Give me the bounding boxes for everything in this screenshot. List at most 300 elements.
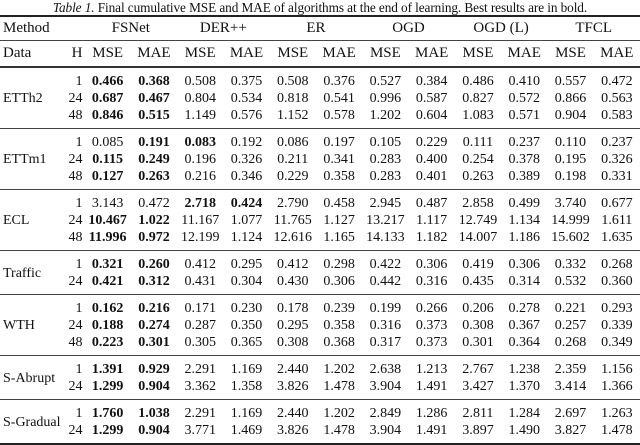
value: 0.373: [415, 318, 448, 333]
value-cell: [131, 273, 177, 295]
horizon-cell: 24: [68, 91, 83, 106]
value: 0.331: [601, 169, 633, 184]
value-cell: [409, 251, 455, 274]
value-cell: [547, 168, 593, 190]
value: 0.105: [369, 135, 402, 150]
table-row: [0, 212, 640, 229]
value: 1.127: [323, 213, 355, 228]
value: 0.110: [555, 135, 586, 150]
value: 1.134: [508, 213, 540, 228]
table-row: [0, 151, 640, 168]
value-cell: [547, 107, 593, 129]
value: 1.083: [462, 108, 494, 123]
value: 0.583: [601, 108, 633, 123]
value-cell: [362, 273, 408, 295]
value-cell: [177, 356, 223, 379]
value: 0.326: [230, 152, 263, 167]
value: 2.291: [184, 362, 216, 377]
value-cell: [85, 67, 131, 90]
value: 2.440: [277, 362, 309, 377]
value: 3.904: [369, 423, 402, 438]
value: 0.499: [508, 196, 540, 211]
value: 1.152: [277, 108, 309, 123]
value: 0.534: [230, 91, 263, 106]
value-cell: [455, 229, 501, 251]
value: 0.230: [230, 301, 263, 316]
value: 13.217: [366, 213, 405, 228]
value-cell: [409, 190, 455, 213]
best-value: 0.216: [138, 301, 170, 316]
value-cell: [316, 378, 362, 400]
metric-header-mse: MSE: [455, 41, 501, 68]
value-cell: [177, 400, 223, 423]
value-cell: [85, 334, 131, 356]
value: 0.557: [554, 74, 587, 89]
value-cell: [594, 400, 640, 423]
value-cell: [131, 129, 177, 152]
value-cell: [409, 295, 455, 318]
value-cell: [362, 229, 408, 251]
method-header-row: [0, 16, 640, 41]
value: 0.572: [508, 91, 540, 106]
table-row: [0, 251, 640, 274]
value: 0.306: [508, 257, 540, 272]
horizon-cell: 1: [75, 196, 83, 211]
value-cell: [316, 295, 362, 318]
value: 0.086: [277, 135, 309, 150]
value-cell: [501, 229, 547, 251]
value: 0.996: [369, 91, 402, 106]
value-cell: [85, 295, 131, 318]
value: 1.284: [508, 406, 540, 421]
dataset-name: WTH: [3, 318, 35, 333]
table-caption-text: Final cumulative MSE and MAE of algorithms at the end of learning. Best results are in bold.: [94, 0, 588, 15]
value: 0.221: [554, 301, 587, 316]
value: 1.202: [369, 108, 402, 123]
value: 0.378: [508, 152, 540, 167]
value-cell: [362, 378, 408, 400]
value-cell: [85, 356, 131, 379]
value: 2.858: [462, 196, 494, 211]
value-cell: [501, 334, 547, 356]
value: 0.563: [601, 91, 633, 106]
value-cell: [362, 168, 408, 190]
value: 0.368: [323, 335, 355, 350]
best-value: 0.274: [138, 318, 170, 333]
metric-header-mae: MAE: [501, 41, 547, 68]
value: 2.638: [369, 362, 402, 377]
value: 3.362: [184, 379, 216, 394]
value-cell: [316, 90, 362, 107]
value: 0.508: [184, 74, 216, 89]
value-cell: [501, 378, 547, 400]
value: 1.491: [415, 423, 448, 438]
value-cell: [409, 334, 455, 356]
value: 0.604: [415, 108, 448, 123]
value: 0.367: [508, 318, 540, 333]
dataset-name: ECL: [3, 213, 30, 228]
value-cell: [85, 190, 131, 213]
value-cell: [362, 251, 408, 274]
value-cell: [316, 107, 362, 129]
value: 15.602: [551, 230, 590, 245]
value-cell: [270, 422, 316, 444]
value: 0.430: [277, 274, 309, 289]
value-cell: [455, 334, 501, 356]
value: 0.316: [415, 274, 448, 289]
value-cell: [547, 212, 593, 229]
value-cell: [177, 107, 223, 129]
value-cell: [270, 168, 316, 190]
value: 3.143: [91, 196, 124, 211]
value-cell: [177, 90, 223, 107]
value-cell: [223, 168, 269, 190]
best-value: 11.996: [88, 230, 127, 245]
best-value: 0.223: [91, 335, 124, 350]
value: 0.358: [323, 169, 355, 184]
value: 1.491: [415, 379, 448, 394]
horizon-cell: 1: [75, 362, 83, 377]
dataset-group: [0, 400, 640, 445]
value-cell: [85, 251, 131, 274]
value-cell: [501, 107, 547, 129]
value-cell: [501, 90, 547, 107]
best-value: 0.312: [138, 274, 170, 289]
value: 2.811: [462, 406, 494, 421]
value-cell: [409, 67, 455, 90]
value: 0.237: [601, 135, 633, 150]
metric-header-row: [0, 41, 640, 68]
table-row: [0, 229, 640, 251]
value-cell: [270, 129, 316, 152]
method-tfcl: TFCL: [547, 16, 640, 41]
value-cell: [362, 107, 408, 129]
best-value: 0.467: [138, 91, 170, 106]
value-cell: [594, 67, 640, 90]
value-cell: [223, 273, 269, 295]
value-cell: [547, 422, 593, 444]
value-cell: [223, 251, 269, 274]
value: 3.827: [554, 423, 587, 438]
value-cell: [362, 295, 408, 318]
metric-header-mse: MSE: [362, 41, 408, 68]
value: 0.295: [230, 257, 263, 272]
value-cell: [223, 378, 269, 400]
value: 0.229: [415, 135, 448, 150]
value: 0.541: [323, 91, 355, 106]
value-cell: [455, 107, 501, 129]
value-cell: [316, 251, 362, 274]
value-cell: [131, 212, 177, 229]
value: 0.332: [554, 257, 587, 272]
table-row: [0, 273, 640, 295]
value: 0.111: [462, 135, 494, 150]
value-cell: [362, 129, 408, 152]
horizon-cell: 48: [68, 335, 83, 350]
value: 0.239: [323, 301, 355, 316]
best-value: 0.368: [138, 74, 170, 89]
value-cell: [270, 356, 316, 379]
value: 0.216: [184, 169, 216, 184]
value-cell: [547, 67, 593, 90]
value-cell: [316, 422, 362, 444]
value-cell: [547, 273, 593, 295]
value-cell: [501, 422, 547, 444]
value-cell: [270, 151, 316, 168]
best-value: 0.191: [138, 135, 170, 150]
value: 0.283: [369, 169, 402, 184]
value-cell: [316, 400, 362, 423]
value-cell: [223, 212, 269, 229]
value-cell: [455, 212, 501, 229]
value-cell: [501, 273, 547, 295]
best-value: 0.687: [91, 91, 124, 106]
horizon-cell: 24: [68, 423, 83, 438]
value-cell: [223, 107, 269, 129]
value: 2.291: [184, 406, 216, 421]
best-value: 0.904: [138, 379, 170, 394]
value: 1.117: [416, 213, 448, 228]
value: 0.532: [554, 274, 587, 289]
value-cell: [223, 356, 269, 379]
value: 1.611: [601, 213, 633, 228]
value-cell: [223, 317, 269, 334]
value: 0.305: [184, 335, 216, 350]
value-cell: [85, 317, 131, 334]
table-row: [0, 129, 640, 152]
value: 0.587: [415, 91, 448, 106]
value: 3.897: [462, 423, 494, 438]
value-cell: [409, 212, 455, 229]
metric-header-mse: MSE: [177, 41, 223, 68]
value-cell: [455, 317, 501, 334]
value: 1.124: [230, 230, 263, 245]
value-cell: [85, 229, 131, 251]
value: 0.339: [601, 318, 633, 333]
value: 14.007: [458, 230, 498, 245]
value-cell: [455, 356, 501, 379]
value-cell: [455, 190, 501, 213]
value-cell: [85, 129, 131, 152]
value-cell: [362, 334, 408, 356]
best-value: 10.467: [88, 213, 127, 228]
value-cell: [409, 129, 455, 152]
horizon-cell: 1: [75, 257, 83, 272]
value-cell: [316, 356, 362, 379]
value-cell: [547, 356, 593, 379]
value-cell: [362, 190, 408, 213]
value: 0.419: [462, 257, 494, 272]
value: 0.317: [369, 335, 402, 350]
metric-header-mse: MSE: [547, 41, 593, 68]
metric-header-mse: MSE: [85, 41, 131, 68]
value: 1.202: [323, 362, 355, 377]
best-value: 0.321: [91, 257, 124, 272]
value: 1.169: [230, 362, 263, 377]
value: 3.826: [277, 379, 309, 394]
value: 0.389: [508, 169, 540, 184]
horizon-cell: 48: [68, 169, 83, 184]
value-cell: [177, 317, 223, 334]
value: 0.295: [277, 318, 309, 333]
table-caption-label: Table 1.: [52, 0, 95, 15]
value-cell: [131, 107, 177, 129]
value-cell: [131, 356, 177, 379]
horizon-cell: 1: [75, 406, 83, 421]
value-cell: [455, 129, 501, 152]
value: 2.767: [462, 362, 494, 377]
value-cell: [594, 190, 640, 213]
value-cell: [85, 400, 131, 423]
metric-header-mae: MAE: [223, 41, 269, 68]
value: 1.149: [184, 108, 216, 123]
value: 0.486: [462, 74, 494, 89]
value-cell: [177, 168, 223, 190]
value-cell: [270, 229, 316, 251]
value: 0.349: [601, 335, 633, 350]
value: 1.169: [230, 406, 263, 421]
value-cell: [85, 212, 131, 229]
value: 0.358: [323, 318, 355, 333]
value-cell: [270, 378, 316, 400]
value-cell: [547, 90, 593, 107]
value-cell: [501, 356, 547, 379]
value-cell: [409, 400, 455, 423]
value-cell: [455, 273, 501, 295]
value: 0.306: [323, 274, 355, 289]
best-value: 2.718: [184, 196, 216, 211]
value: 0.237: [508, 135, 540, 150]
value-cell: [362, 212, 408, 229]
value-cell: [594, 251, 640, 274]
value-cell: [270, 273, 316, 295]
value-cell: [362, 400, 408, 423]
value-cell: [501, 190, 547, 213]
method-derpp: DER++: [177, 16, 270, 41]
value-cell: [455, 151, 501, 168]
value-cell: [131, 378, 177, 400]
value: 0.268: [601, 257, 633, 272]
horizon-cell: 24: [68, 213, 83, 228]
metric-header-mae: MAE: [594, 41, 640, 68]
value-cell: [85, 151, 131, 168]
dataset-name: ETTh2: [3, 91, 43, 106]
value: 0.198: [554, 169, 587, 184]
horizon-cell: 1: [75, 135, 83, 150]
value: 0.266: [415, 301, 448, 316]
horizon-header: H: [64, 41, 84, 68]
value-cell: [177, 151, 223, 168]
value-cell: [223, 422, 269, 444]
method-header: Method: [0, 16, 85, 41]
value-cell: [177, 378, 223, 400]
best-value: 0.260: [138, 257, 170, 272]
value: 0.199: [369, 301, 402, 316]
value: 2.697: [554, 406, 587, 421]
best-value: 1.022: [138, 213, 170, 228]
value-cell: [547, 251, 593, 274]
value: 0.206: [462, 301, 494, 316]
value-cell: [362, 90, 408, 107]
value-cell: [409, 90, 455, 107]
best-value: 1.299: [91, 379, 124, 394]
value-cell: [270, 334, 316, 356]
value: 0.410: [508, 74, 540, 89]
value: 1.165: [323, 230, 355, 245]
dataset-group: [0, 129, 640, 190]
value-cell: [316, 273, 362, 295]
value-cell: [316, 151, 362, 168]
value: 0.211: [277, 152, 309, 167]
value-cell: [85, 273, 131, 295]
value-cell: [594, 422, 640, 444]
value-cell: [501, 151, 547, 168]
metric-header-mae: MAE: [131, 41, 177, 68]
table-row: [0, 190, 640, 213]
value: 11.167: [181, 213, 220, 228]
value-cell: [455, 295, 501, 318]
value-cell: [409, 168, 455, 190]
value: 0.192: [230, 135, 263, 150]
value: 3.414: [554, 379, 587, 394]
value-cell: [131, 422, 177, 444]
value-cell: [316, 334, 362, 356]
metric-header-mae: MAE: [316, 41, 362, 68]
value-cell: [594, 334, 640, 356]
value-cell: [270, 251, 316, 274]
value-cell: [131, 190, 177, 213]
value: 0.350: [230, 318, 263, 333]
value: 0.365: [230, 335, 263, 350]
value-cell: [131, 400, 177, 423]
value-cell: [547, 295, 593, 318]
table-row: [0, 400, 640, 423]
value: 0.308: [277, 335, 309, 350]
value-cell: [501, 295, 547, 318]
value-cell: [270, 90, 316, 107]
value-cell: [270, 212, 316, 229]
value: 0.458: [323, 196, 355, 211]
value: 0.257: [554, 318, 587, 333]
value: 0.346: [230, 169, 263, 184]
best-value: 0.263: [138, 169, 170, 184]
value-cell: [316, 129, 362, 152]
value-cell: [316, 317, 362, 334]
value: 0.196: [184, 152, 216, 167]
horizon-cell: 1: [75, 74, 83, 89]
value: 14.999: [551, 213, 590, 228]
value: 1.469: [230, 423, 263, 438]
dataset-name: ETTm1: [3, 152, 47, 167]
value: 0.487: [415, 196, 448, 211]
value: 0.278: [508, 301, 540, 316]
value-cell: [177, 129, 223, 152]
best-value: 0.846: [91, 108, 124, 123]
value: 1.478: [601, 423, 633, 438]
value-cell: [85, 168, 131, 190]
value-cell: [177, 190, 223, 213]
value: 0.827: [462, 91, 494, 106]
method-ogd-l: OGD (L): [455, 16, 548, 41]
value-cell: [223, 67, 269, 90]
value-cell: [270, 190, 316, 213]
value-cell: [362, 356, 408, 379]
value: 0.435: [462, 274, 494, 289]
best-value: 1.391: [91, 362, 124, 377]
results-table: [0, 15, 640, 445]
value: 0.263: [462, 169, 494, 184]
method-er: ER: [270, 16, 363, 41]
